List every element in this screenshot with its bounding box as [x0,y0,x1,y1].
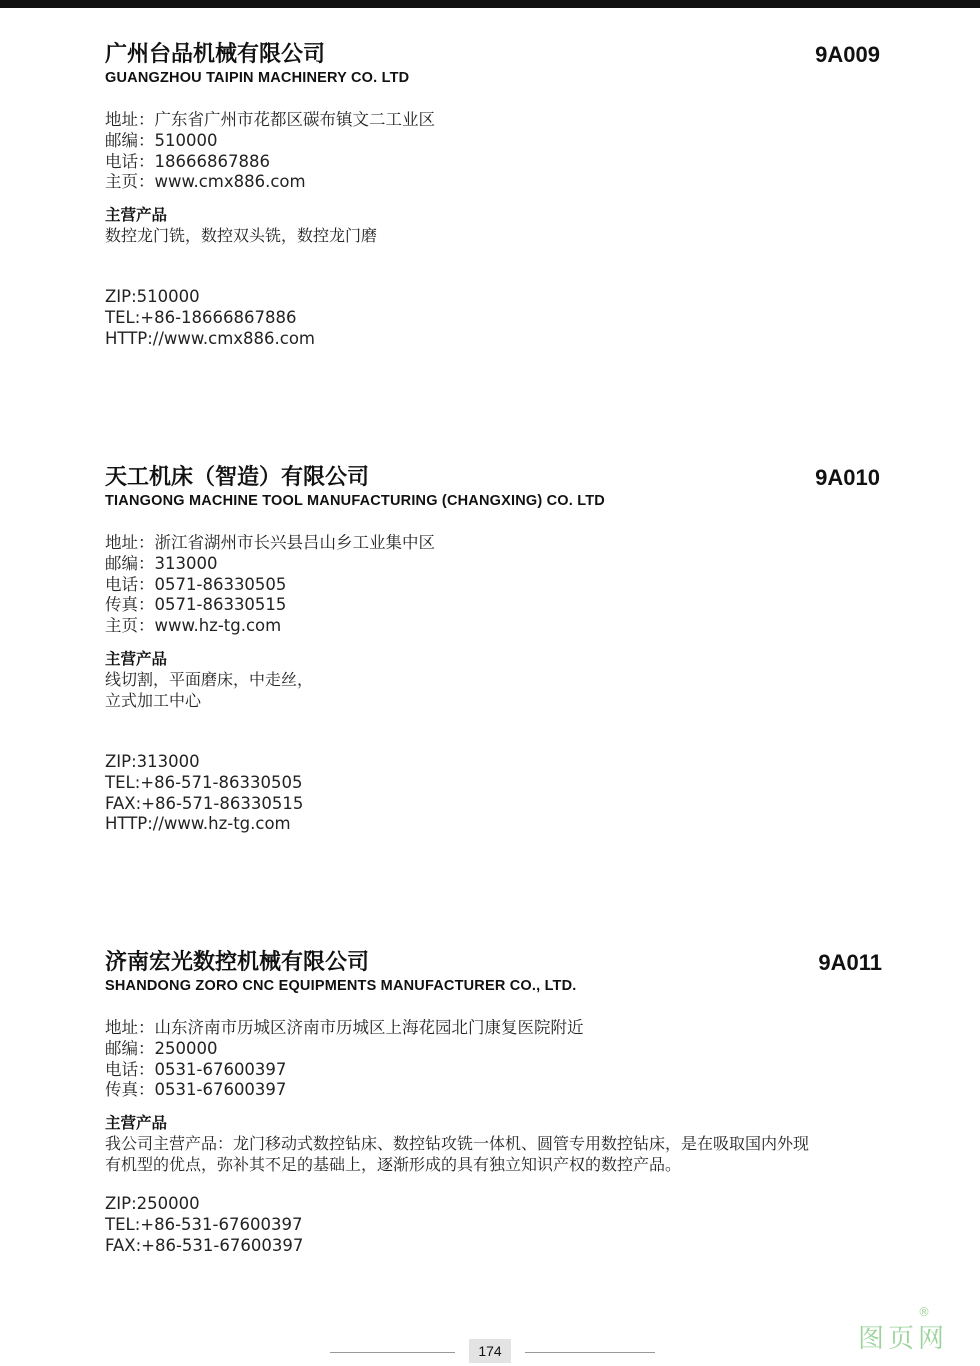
products-heading: 主营产品 [105,1114,168,1133]
tel-en-line: TEL:+86-18666867886 [105,307,297,327]
company-name-cn: 济南宏光数控机械有限公司 [105,950,370,975]
registered-mark-icon: ® [918,1305,930,1319]
products-text-line: 我公司主营产品：龙门移动式数控钻床、数控钻攻铣一体机、圆管专用数控钻床，是在吸取国内外现 [105,1134,810,1154]
contact-en [105,1194,880,1256]
products-heading: 主营产品 [105,649,168,668]
products-text: 数控龙门铣，数控双头铣，数控龙门磨 [105,226,378,246]
fax-line: 传真：0531-67600397 [105,1080,287,1100]
address-line: 地址：浙江省湖州市长兴县吕山乡工业集中区 [105,533,435,552]
tel-en-line: TEL:+86-571-86330505 [105,772,303,792]
company-name-en: SHANDONG ZORO CNC EQUIPMENTS MANUFACTURER CO., LTD. [105,978,577,994]
tel-en-line: TEL:+86-531-67600397 [105,1214,303,1234]
phone-line: 电话：0531-67600397 [105,1059,287,1079]
page-number: 174 [469,1339,511,1363]
fax-en-line: FAX:+86-571-86330515 [105,793,304,813]
http-en-line: HTTP://www.cmx886.com [105,328,316,348]
phone-line: 电话：18666867886 [105,151,270,171]
fax-en-line: FAX:+86-531-67600397 [105,1235,304,1255]
company-name-cn: 广州台品机械有限公司 [105,42,326,67]
footer-rule-right [525,1352,655,1353]
booth-number: 9A010 [815,465,880,490]
http-en-line: HTTP://www.hz-tg.com [105,814,291,834]
entry-header [105,40,880,100]
zip-line: 邮编：313000 [105,553,218,573]
top-rule [0,0,980,8]
booth-number: 9A011 [818,950,882,975]
booth-number: 9A009 [815,42,880,67]
address-line: 地址：广东省广州市花都区碳布镇文二工业区 [105,110,435,129]
footer-rule-left [330,1352,455,1353]
contact-en [105,287,880,349]
products-text-line: 线切割，平面磨床，中走丝， [105,669,314,689]
company-name-cn: 天工机床（智造）有限公司 [105,465,370,490]
homepage-line: 主页：www.hz-tg.com [105,616,282,636]
contact-en [105,752,880,835]
company-name-en: GUANGZHOU TAIPIN MACHINERY CO. LTD [105,70,410,86]
zip-en-line: ZIP:510000 [105,287,200,307]
entry-header [105,463,880,523]
address-line: 地址：山东济南市历城区济南市历城区上海花园北门康复医院附近 [105,1018,584,1037]
zip-en-line: ZIP:313000 [105,751,200,771]
zip-line: 邮编：510000 [105,130,218,150]
contact-cn [105,533,880,637]
phone-line: 电话：0571-86330505 [105,574,287,594]
company-name-en: TIANGONG MACHINE TOOL MANUFACTURING (CHANGXING) CO. LTD [105,493,605,509]
products-text-line: 立式加工中心 [105,690,202,710]
zip-line: 邮编：250000 [105,1038,218,1058]
zip-en-line: ZIP:250000 [105,1194,200,1214]
exhibitor-entry-9a011 [105,948,880,1257]
exhibitor-entry-9a009 [105,40,880,350]
contact-cn [105,1018,880,1101]
watermark: 图页网 [858,1324,949,1354]
products-heading: 主营产品 [105,206,168,225]
products-text-line: 有机型的优点，弥补其不足的基础上，逐渐形成的具有独立知识产权的数控产品。 [105,1155,682,1175]
homepage-line: 主页：www.cmx886.com [105,172,306,192]
entry-header [105,948,880,1008]
fax-line: 传真：0571-86330515 [105,595,287,615]
exhibitor-entry-9a010 [105,463,880,835]
contact-cn [105,110,880,193]
